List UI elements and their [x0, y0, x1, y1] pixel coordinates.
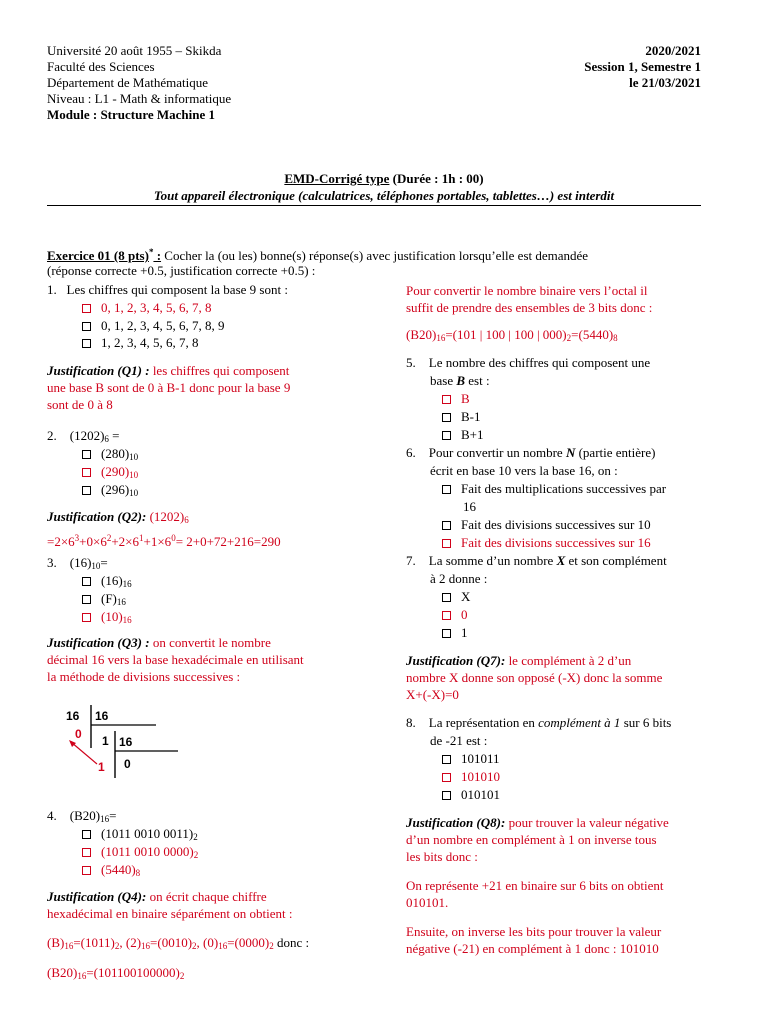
- q5-stem: [406, 355, 650, 371]
- q4-l2-b: 16: [141, 941, 151, 951]
- checkbox-icon[interactable]: [82, 322, 91, 331]
- title-duration: (Durée : 1h : 00): [389, 171, 484, 186]
- q1-option-3[interactable]: [82, 335, 199, 351]
- q2-f-1: =2×6: [47, 534, 75, 549]
- q5-number: 5.: [406, 355, 416, 370]
- q3-just-text-2: décimal 16 vers la base hexadécimale en utilisant: [47, 652, 304, 667]
- q5-option-3[interactable]: [442, 427, 484, 443]
- header-left: [47, 43, 231, 123]
- checkbox-icon[interactable]: [82, 468, 91, 477]
- q4-option-1-label: (1011 0010 0011): [101, 826, 194, 841]
- checkbox-icon[interactable]: [82, 486, 91, 495]
- q6-option-1[interactable]: [442, 481, 666, 497]
- q2-f-e0: 0: [171, 533, 176, 543]
- q8-just-text-1: pour trouver la valeur négative: [505, 815, 669, 830]
- q2-f-3: +2×6: [111, 534, 140, 549]
- q4-lb2: =(1011): [73, 935, 115, 950]
- exercise-scoring: (réponse correcte +0.5, justification correcte +0.5) :: [47, 263, 316, 278]
- q8-p1-2: 010101.: [406, 895, 449, 910]
- q8-just-text-2: d’un nombre en complément à 1 on inverse tous: [406, 832, 657, 847]
- q6-option-1-cont: 16: [463, 499, 476, 514]
- octal-equation: [406, 327, 618, 346]
- checkbox-icon[interactable]: [442, 629, 451, 638]
- q2-just-a-base: 6: [184, 515, 189, 525]
- q1-option-1-label: 0, 1, 2, 3, 4, 5, 6, 7, 8: [101, 300, 212, 315]
- q7-justification: [406, 652, 736, 703]
- q2-f-e2: 2: [106, 533, 112, 543]
- q7-just-text-1: le complément à 2 d’un: [505, 653, 632, 668]
- q4-l0-b: 16: [218, 941, 228, 951]
- q1-stem: [47, 282, 288, 298]
- q8-p2-1: Ensuite, on inverse les bits pour trouver la valeur: [406, 924, 662, 939]
- checkbox-icon[interactable]: [442, 521, 451, 530]
- checkbox-icon[interactable]: [442, 611, 451, 620]
- checkbox-icon[interactable]: [82, 848, 91, 857]
- q6-stem-2: écrit en base 10 vers la base 16, on :: [430, 463, 618, 478]
- q3-stem-base: 10: [91, 561, 101, 571]
- q4-hex-to-bin: [47, 935, 309, 954]
- q4-just-label: Justification (Q4):: [47, 889, 147, 904]
- q4-l2: , (2): [119, 935, 142, 950]
- q7-just-text-2: nombre X donne son opposé (-X) donc la somme: [406, 670, 663, 685]
- octal-text-1: Pour convertir le nombre binaire vers l’octal il: [406, 283, 648, 298]
- octal-eq-2: =(101 | 100 | 100 | 000): [445, 327, 567, 342]
- q3-option-1-base: 16: [122, 579, 132, 589]
- q8-paragraph-1: [406, 877, 746, 911]
- q3-just-label: Justification (Q3) :: [47, 635, 150, 650]
- div-divisor: 16: [95, 709, 109, 723]
- checkbox-icon[interactable]: [82, 339, 91, 348]
- q2-option-2-base: 10: [129, 470, 139, 480]
- q4-stem: [47, 808, 116, 827]
- q1-just-text-2: une base B sont de 0 à B-1 donc pour la base 9: [47, 380, 291, 395]
- date: le 21/03/2021: [629, 75, 701, 90]
- checkbox-icon[interactable]: [442, 413, 451, 422]
- checkbox-icon[interactable]: [82, 577, 91, 586]
- q2-option-2-label: (290): [101, 464, 130, 479]
- q7-option-2-label: 0: [461, 607, 468, 622]
- q8-text-1a: La représentation en: [428, 715, 539, 730]
- checkbox-icon[interactable]: [82, 613, 91, 622]
- exercise-colon: :: [153, 248, 162, 263]
- div-remainder-2: 1: [98, 760, 105, 774]
- q4-option-1[interactable]: [82, 826, 198, 845]
- q4-number: 4.: [47, 808, 57, 823]
- octal-eq-1-b: 16: [436, 333, 446, 343]
- octal-text-2: suffit de prendre des ensembles de 3 bits donc :: [406, 300, 653, 315]
- q4-option-1-base: 2: [193, 832, 198, 842]
- checkbox-icon[interactable]: [442, 791, 451, 800]
- q8-p1-1: On représente +21 en binaire sur 6 bits on obtient: [406, 878, 664, 893]
- q5-text-2a: base: [430, 373, 457, 388]
- checkbox-icon[interactable]: [82, 304, 91, 313]
- q4-l22-b: 2: [192, 941, 197, 951]
- department: Département de Mathématique: [47, 75, 208, 90]
- checkbox-icon[interactable]: [442, 773, 451, 782]
- q4-l22: =(0010): [150, 935, 193, 950]
- q1-option-2[interactable]: [82, 318, 225, 334]
- q4-ldonc: donc :: [273, 935, 310, 950]
- q8-justification: [406, 814, 746, 865]
- exercise-instruction: Cocher la (ou les) bonne(s) réponse(s) avec justification lorsqu’elle est demandée: [161, 248, 589, 263]
- q4-option-3[interactable]: [82, 862, 140, 881]
- q1-just-text-1: les chiffres qui composent: [149, 363, 290, 378]
- div-arrow-line: [71, 742, 97, 764]
- checkbox-icon[interactable]: [82, 830, 91, 839]
- div-dividend: 16: [66, 709, 80, 723]
- q3-stem-eq: =: [100, 555, 108, 570]
- q2-f-4: +1×6: [143, 534, 172, 549]
- q2-f-e1: 1: [139, 533, 144, 543]
- q1-option-2-label: 0, 1, 2, 3, 4, 5, 6, 7, 8, 9: [101, 318, 225, 333]
- q5-option-3-label: B+1: [461, 427, 484, 442]
- q8-paragraph-2: [406, 923, 746, 957]
- q7-option-3[interactable]: [442, 625, 468, 641]
- session: Session 1, Semestre 1: [584, 59, 701, 74]
- q3-option-3[interactable]: [82, 609, 132, 628]
- q4-final-2-b: 2: [179, 971, 185, 981]
- q5-option-1[interactable]: [442, 391, 470, 407]
- checkbox-icon[interactable]: [82, 866, 91, 875]
- q6-text-1b: N: [565, 445, 576, 460]
- q2-option-1-label: (280): [101, 446, 130, 461]
- octal-eq-3: =(5440): [571, 327, 614, 342]
- q3-stem: [47, 555, 108, 574]
- q8-option-1-label: 101011: [461, 751, 500, 766]
- q3-just-text-3: la méthode de divisions successives :: [47, 669, 241, 684]
- q8-text-1c: sur 6 bits: [620, 715, 672, 730]
- q5-option-2-label: B-1: [461, 409, 481, 424]
- q7-stem-2: à 2 donne :: [430, 571, 488, 586]
- q2-stem-eq: =: [108, 428, 120, 443]
- q3-justification: [47, 634, 377, 685]
- q4-final: [47, 965, 184, 984]
- q4-final-1: (B20): [47, 965, 78, 980]
- checkbox-icon[interactable]: [442, 485, 451, 494]
- q8-stem-2: de -21 est :: [430, 733, 488, 748]
- q7-option-3-label: 1: [461, 625, 468, 640]
- div-remainder-1: 0: [75, 727, 82, 741]
- q8-text-1b: complément à 1: [538, 715, 621, 730]
- q2-option-3-label: (296): [101, 482, 130, 497]
- q2-f-2: +0×6: [79, 534, 107, 549]
- q4-stem-value: (B20): [69, 808, 101, 823]
- q2-justification: [47, 508, 377, 550]
- q7-just-text-3: X+(-X)=0: [406, 687, 459, 702]
- q4-just-text-1: on écrit chaque chiffre: [146, 889, 267, 904]
- q1-number: 1.: [47, 282, 57, 297]
- q4-l0: , (0): [196, 935, 219, 950]
- q2-option-3[interactable]: [82, 482, 138, 501]
- q1-option-1[interactable]: [82, 300, 212, 316]
- q4-final-1-b: 16: [77, 971, 87, 981]
- q3-option-3-label: (10): [101, 609, 123, 624]
- q4-option-3-label: (5440): [101, 862, 136, 877]
- q6-option-2[interactable]: [442, 517, 651, 533]
- q8-option-1[interactable]: [442, 751, 500, 767]
- q6-option-1-label: Fait des multiplications successives par: [461, 481, 667, 496]
- q5-option-1-label: B: [461, 391, 470, 406]
- division-diagram: [60, 700, 190, 785]
- octal-eq-1: (B20): [406, 327, 437, 342]
- q7-just-label: Justification (Q7):: [406, 653, 506, 668]
- q1-justification: [47, 362, 377, 413]
- q4-l02-b: 2: [269, 941, 274, 951]
- q3-option-2-label: (F): [101, 591, 117, 606]
- title-divider: [47, 205, 701, 206]
- q3-option-3-base: 16: [122, 615, 132, 625]
- q4-justification: [47, 888, 377, 922]
- q3-option-1-label: (16): [101, 573, 123, 588]
- q4-stem-eq: =: [109, 808, 117, 823]
- q7-number: 7.: [406, 553, 416, 568]
- q8-p2-2: négative (-21) en complément à 1 donc : 101010: [406, 941, 659, 956]
- q7-text-1c: et son complément: [565, 553, 667, 568]
- q6-option-2-label: Fait des divisions successives sur 10: [461, 517, 651, 532]
- q8-number: 8.: [406, 715, 416, 730]
- checkbox-icon[interactable]: [442, 593, 451, 602]
- q2-option-3-base: 10: [129, 488, 139, 498]
- q6-number: 6.: [406, 445, 416, 460]
- q5-option-2[interactable]: [442, 409, 481, 425]
- q2-number: 2.: [47, 428, 57, 443]
- q2-f-e3: 3: [74, 533, 80, 543]
- q2-stem-value: (1202): [69, 428, 105, 443]
- q7-option-1-label: X: [461, 589, 471, 604]
- q2-just-label: Justification (Q2):: [47, 509, 147, 524]
- q1-just-text-3: sont de 0 à 8: [47, 397, 113, 412]
- checkbox-icon[interactable]: [442, 395, 451, 404]
- q5-text-1: Le nombre des chiffres qui composent une: [428, 355, 651, 370]
- checkbox-icon[interactable]: [442, 539, 451, 548]
- exam-title: [0, 171, 768, 187]
- q6-option-3-label: Fait des divisions successives sur 16: [461, 535, 651, 550]
- q4-just-text-2: hexadécimal en binaire séparément on obtient :: [47, 906, 293, 921]
- div-divisor-2: 16: [119, 735, 133, 749]
- q2-stem: [47, 428, 120, 447]
- octal-eq-2-b: 2: [566, 333, 572, 343]
- q3-option-1[interactable]: [82, 573, 132, 592]
- q5-text-2c: est :: [465, 373, 490, 388]
- q2-just-formula: [47, 530, 377, 550]
- checkbox-icon[interactable]: [442, 755, 451, 764]
- q4-lb-b: 16: [64, 941, 74, 951]
- q2-option-1[interactable]: [82, 446, 138, 465]
- q2-f-5: = 2+0+72+216=290: [175, 534, 281, 549]
- exam-notice: Tout appareil électronique (calculatrices, téléphones portables, tablettes…) est interdit: [153, 188, 615, 203]
- q4-l02: =(0000): [227, 935, 270, 950]
- exercise-star: *: [148, 247, 154, 257]
- q3-option-2-base: 16: [116, 597, 126, 607]
- q8-just-text-3: les bits donc :: [406, 849, 478, 864]
- div-quotient-1: 1: [102, 734, 109, 748]
- div-quotient-2: 0: [124, 757, 131, 771]
- q6-text-1c: (partie entière): [575, 445, 656, 460]
- checkbox-icon[interactable]: [442, 431, 451, 440]
- level: Niveau : L1 - Math & informatique: [47, 91, 232, 106]
- q2-just-a: (1202): [146, 509, 185, 524]
- q6-stem: [406, 445, 655, 461]
- q7-text-1b: X: [556, 553, 566, 568]
- q1-just-label: Justification (Q1) :: [47, 363, 150, 378]
- q8-option-3[interactable]: [442, 787, 500, 803]
- q4-option-3-base: 8: [135, 868, 141, 878]
- module: Module : Structure Machine 1: [47, 107, 216, 122]
- q5-stem-2: [430, 373, 490, 389]
- q2-option-1-base: 10: [129, 452, 139, 462]
- q1-text: Les chiffres qui composent la base 9 sont :: [66, 282, 288, 297]
- q7-stem: [406, 553, 667, 569]
- checkbox-icon[interactable]: [82, 450, 91, 459]
- year: 2020/2021: [645, 43, 701, 58]
- q6-text-1a: Pour convertir un nombre: [428, 445, 566, 460]
- header-right: [584, 43, 701, 91]
- q4-stem-base: 16: [100, 814, 110, 824]
- exercise-title: Exercice 01 (8 pts): [47, 248, 149, 263]
- q7-option-2[interactable]: [442, 607, 468, 623]
- q1-option-3-label: 1, 2, 3, 4, 5, 6, 7, 8: [101, 335, 199, 350]
- q7-text-1a: La somme d’un nombre: [428, 553, 557, 568]
- q7-option-1[interactable]: [442, 589, 470, 605]
- q4-option-2-base: 2: [193, 850, 199, 860]
- q3-option-2[interactable]: [82, 591, 126, 610]
- checkbox-icon[interactable]: [82, 595, 91, 604]
- q3-just-text-1: on convertit le nombre: [149, 635, 271, 650]
- q8-option-2-label: 101010: [461, 769, 500, 784]
- octal-conversion: [406, 282, 726, 316]
- q8-option-3-label: 010101: [461, 787, 500, 802]
- q5-text-2b: B: [456, 373, 466, 388]
- q3-number: 3.: [47, 555, 57, 570]
- q4-lb: (B): [47, 935, 65, 950]
- faculty: Faculté des Sciences: [47, 59, 155, 74]
- q8-option-2[interactable]: [442, 769, 500, 785]
- q6-option-3[interactable]: [442, 535, 651, 551]
- q3-stem-value: (16): [69, 555, 92, 570]
- q4-option-2-label: (1011 0010 0000): [101, 844, 194, 859]
- exercise-heading: [47, 244, 588, 264]
- octal-eq-3-b: 8: [613, 333, 618, 343]
- q4-lb2-b: 2: [114, 941, 120, 951]
- q2-option-2[interactable]: [82, 464, 138, 483]
- title-main: EMD-Corrigé type: [284, 171, 390, 186]
- q4-option-2[interactable]: [82, 844, 198, 863]
- q8-just-label: Justification (Q8):: [406, 815, 506, 830]
- q8-stem: [406, 715, 671, 731]
- q4-final-2: =(101100100000): [86, 965, 180, 980]
- q2-stem-base: 6: [104, 434, 109, 444]
- university: Université 20 août 1955 – Skikda: [47, 43, 222, 58]
